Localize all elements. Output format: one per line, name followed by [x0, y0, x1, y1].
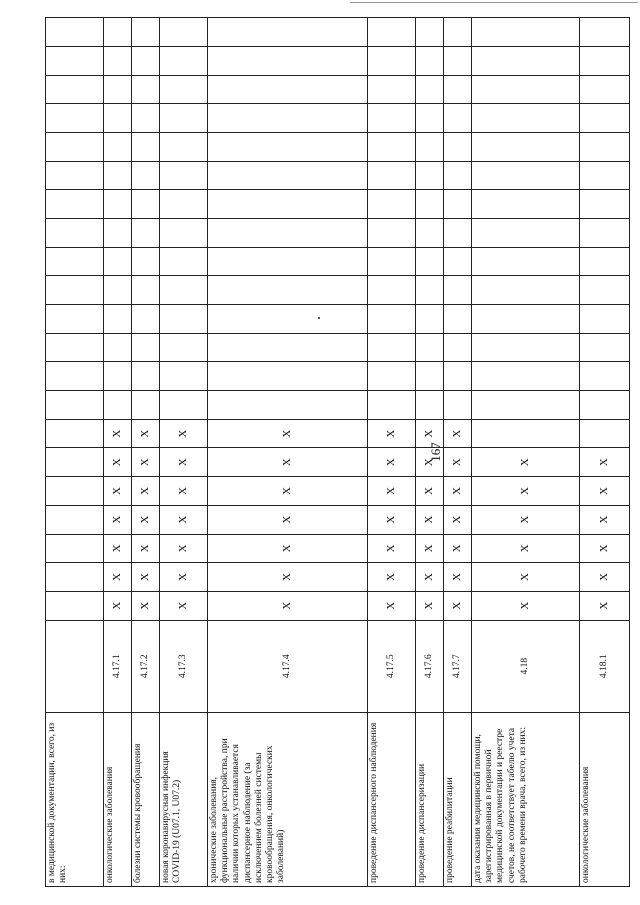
row-code: 4.17.6 [416, 620, 444, 712]
row-label: онкологические заболевания [104, 712, 132, 886]
empty-cell [580, 305, 630, 334]
cross-mark: X [160, 563, 208, 592]
empty-cell [416, 104, 444, 133]
empty-cell [416, 247, 444, 276]
empty-cell [46, 18, 104, 47]
empty-cell [472, 276, 580, 305]
empty-cell [472, 362, 580, 391]
empty-cell [444, 190, 472, 219]
empty-cell [416, 362, 444, 391]
cross-mark: X [160, 505, 208, 534]
empty-cell [46, 505, 104, 534]
empty-cell [132, 218, 160, 247]
empty-cell [208, 276, 368, 305]
row-label: проведение реабилитации [444, 712, 472, 886]
empty-cell [368, 305, 416, 334]
empty-cell [132, 333, 160, 362]
empty-cell [208, 46, 368, 75]
row-code: 4.18.1 [580, 620, 630, 712]
empty-cell [368, 362, 416, 391]
cross-mark: X [472, 534, 580, 563]
empty-cell [160, 305, 208, 334]
empty-cell [160, 104, 208, 133]
cross-mark: X [104, 419, 132, 448]
row-label: новая коронавирусная инфекция COVID-19 (U07.1, U07.2) [160, 712, 208, 886]
empty-cell [472, 104, 580, 133]
empty-cell [104, 247, 132, 276]
cross-mark: X [368, 448, 416, 477]
empty-cell [104, 75, 132, 104]
cross-mark: X [160, 448, 208, 477]
empty-cell [416, 190, 444, 219]
cross-mark: X [104, 563, 132, 592]
empty-cell [132, 75, 160, 104]
empty-cell [104, 362, 132, 391]
table-row [160, 18, 208, 887]
empty-cell [132, 362, 160, 391]
empty-cell [472, 161, 580, 190]
empty-cell [444, 362, 472, 391]
row-label: хронические заболевания, функциональные расстройства, при наличии которых устанавливается диспансерное наблюдение (за исключением болезней системы кровообращения, онкологических заболеваний) [208, 712, 368, 886]
empty-cell [160, 333, 208, 362]
empty-cell [416, 132, 444, 161]
empty-cell [444, 161, 472, 190]
empty-cell [208, 132, 368, 161]
empty-cell [208, 305, 368, 334]
empty-cell [368, 132, 416, 161]
empty-cell [132, 132, 160, 161]
cross-mark: X [208, 563, 368, 592]
empty-cell [580, 276, 630, 305]
cross-mark: X [472, 505, 580, 534]
empty-cell [104, 391, 132, 420]
empty-cell [444, 391, 472, 420]
row-code: 4.17.5 [368, 620, 416, 712]
cross-mark: X [208, 419, 368, 448]
empty-cell [160, 218, 208, 247]
empty-cell [160, 190, 208, 219]
empty-cell [208, 391, 368, 420]
cross-mark: X [104, 477, 132, 506]
row-code [46, 620, 104, 712]
empty-cell [580, 362, 630, 391]
cross-mark: X [368, 591, 416, 620]
empty-cell [208, 161, 368, 190]
row-code: 4.17.7 [444, 620, 472, 712]
cross-mark: X [416, 591, 444, 620]
empty-cell [46, 563, 104, 592]
empty-cell [416, 305, 444, 334]
empty-cell [160, 18, 208, 47]
cross-mark: X [416, 505, 444, 534]
page-number: 167 [428, 442, 443, 462]
row-code: 4.17.4 [208, 620, 368, 712]
empty-cell [416, 18, 444, 47]
empty-cell [160, 132, 208, 161]
empty-cell [472, 18, 580, 47]
cross-mark: X [472, 448, 580, 477]
empty-cell [104, 305, 132, 334]
empty-cell [104, 18, 132, 47]
empty-cell [46, 534, 104, 563]
empty-cell [368, 75, 416, 104]
empty-cell [46, 132, 104, 161]
row-code: 4.17.3 [160, 620, 208, 712]
empty-cell [132, 305, 160, 334]
empty-cell [104, 218, 132, 247]
empty-cell [580, 161, 630, 190]
empty-cell [208, 104, 368, 133]
empty-cell [472, 132, 580, 161]
empty-cell [580, 190, 630, 219]
empty-cell [580, 104, 630, 133]
empty-cell [472, 419, 580, 448]
scan-edge-line [350, 2, 638, 3]
empty-cell [444, 18, 472, 47]
cross-mark: X [208, 448, 368, 477]
empty-cell [208, 18, 368, 47]
cross-mark: X [132, 477, 160, 506]
empty-cell [104, 333, 132, 362]
empty-cell [472, 46, 580, 75]
empty-cell [46, 247, 104, 276]
empty-cell [580, 18, 630, 47]
empty-cell [104, 161, 132, 190]
empty-cell [444, 276, 472, 305]
cross-mark: X [444, 563, 472, 592]
table-row [132, 18, 160, 887]
empty-cell [444, 333, 472, 362]
empty-cell [580, 419, 630, 448]
table-row [104, 18, 132, 887]
empty-cell [132, 247, 160, 276]
empty-cell [46, 305, 104, 334]
empty-cell [208, 75, 368, 104]
table-row [444, 18, 472, 887]
table-row [416, 18, 444, 887]
empty-cell [472, 333, 580, 362]
cross-mark: X [444, 419, 472, 448]
empty-cell [472, 391, 580, 420]
table-row [580, 18, 630, 887]
empty-cell [132, 391, 160, 420]
empty-cell [46, 362, 104, 391]
cross-mark: X [368, 563, 416, 592]
empty-cell [160, 276, 208, 305]
cross-mark: X [132, 563, 160, 592]
cross-mark: X [132, 448, 160, 477]
empty-cell [580, 391, 630, 420]
cross-mark: X [444, 534, 472, 563]
cross-mark: X [132, 505, 160, 534]
cross-mark: X [472, 563, 580, 592]
cross-mark: X [580, 563, 630, 592]
table-row [472, 18, 580, 887]
cross-mark: X [580, 534, 630, 563]
empty-cell [444, 132, 472, 161]
cross-mark: X [444, 448, 472, 477]
cross-mark: X [160, 477, 208, 506]
empty-cell [160, 391, 208, 420]
empty-cell [46, 333, 104, 362]
empty-cell [444, 218, 472, 247]
cross-mark: X [208, 505, 368, 534]
row-label: болезни системы кровообращения [132, 712, 160, 886]
empty-cell [160, 75, 208, 104]
empty-cell [472, 75, 580, 104]
empty-cell [444, 104, 472, 133]
empty-cell [580, 75, 630, 104]
cross-mark: X [472, 477, 580, 506]
empty-cell [472, 218, 580, 247]
table-row [368, 18, 416, 887]
empty-cell [132, 276, 160, 305]
empty-cell [104, 46, 132, 75]
cross-mark: X [580, 591, 630, 620]
cross-mark: X [160, 534, 208, 563]
cross-mark: X [208, 534, 368, 563]
cross-mark: X [368, 505, 416, 534]
cross-mark: X [580, 448, 630, 477]
empty-cell [132, 161, 160, 190]
empty-cell [416, 161, 444, 190]
empty-cell [208, 247, 368, 276]
cross-mark: X [580, 477, 630, 506]
empty-cell [132, 190, 160, 219]
cross-mark: X [104, 591, 132, 620]
cross-mark: X [208, 477, 368, 506]
empty-cell [368, 333, 416, 362]
empty-cell [416, 391, 444, 420]
empty-cell [368, 391, 416, 420]
empty-cell [416, 75, 444, 104]
row-code: 4.17.2 [132, 620, 160, 712]
cross-mark: X [368, 534, 416, 563]
empty-cell [368, 161, 416, 190]
data-table [45, 17, 630, 887]
empty-cell [104, 190, 132, 219]
empty-cell [46, 448, 104, 477]
table-frame [45, 17, 630, 887]
empty-cell [368, 190, 416, 219]
cross-mark: X [444, 591, 472, 620]
row-label: проведение диспансерного наблюдения [368, 712, 416, 886]
cross-mark: X [444, 477, 472, 506]
cross-mark: X [160, 419, 208, 448]
empty-cell [46, 75, 104, 104]
empty-cell [416, 276, 444, 305]
cross-mark: X [104, 505, 132, 534]
cross-mark: X [160, 591, 208, 620]
cross-mark: X [444, 505, 472, 534]
cross-mark: X [368, 419, 416, 448]
empty-cell [104, 104, 132, 133]
cross-mark: X [416, 534, 444, 563]
cross-mark: X [580, 505, 630, 534]
empty-cell [208, 190, 368, 219]
empty-cell [368, 46, 416, 75]
empty-cell [160, 161, 208, 190]
cross-mark: X [368, 477, 416, 506]
empty-cell [46, 46, 104, 75]
empty-cell [208, 333, 368, 362]
cross-mark: X [416, 563, 444, 592]
empty-cell [132, 18, 160, 47]
empty-cell [208, 218, 368, 247]
empty-cell [444, 46, 472, 75]
empty-cell [472, 247, 580, 276]
empty-cell [444, 75, 472, 104]
empty-cell [580, 218, 630, 247]
empty-cell [132, 46, 160, 75]
cross-mark: X [132, 419, 160, 448]
table-body [46, 18, 630, 887]
empty-cell [444, 305, 472, 334]
empty-cell [416, 218, 444, 247]
empty-cell [46, 218, 104, 247]
empty-cell [580, 132, 630, 161]
row-label: проведение диспансеризации [416, 712, 444, 886]
cross-mark: X [416, 448, 444, 477]
empty-cell [580, 247, 630, 276]
table-row [208, 18, 368, 887]
cross-mark: X [416, 419, 444, 448]
cross-mark: X [472, 591, 580, 620]
empty-cell [46, 477, 104, 506]
cross-mark: X [104, 534, 132, 563]
row-code: 4.17.1 [104, 620, 132, 712]
empty-cell [160, 362, 208, 391]
empty-cell [46, 591, 104, 620]
empty-cell [46, 391, 104, 420]
empty-cell [46, 276, 104, 305]
cross-mark: X [132, 534, 160, 563]
empty-cell [472, 305, 580, 334]
empty-cell [132, 104, 160, 133]
empty-cell [580, 46, 630, 75]
empty-cell [46, 104, 104, 133]
empty-cell [160, 247, 208, 276]
empty-cell [472, 190, 580, 219]
row-label: в медицинской документации, всего, из них: [46, 712, 104, 886]
row-code: 4.18 [472, 620, 580, 712]
empty-cell [208, 362, 368, 391]
cross-mark: X [104, 448, 132, 477]
empty-cell [580, 333, 630, 362]
cross-mark: X [208, 591, 368, 620]
row-label: дата оказания медицинской помощи, зарегистрированная в первичной медицинской документации и реестре счетов, не соответствует табелю учета рабочего времени врача, всего, из них: [472, 712, 580, 886]
empty-cell [368, 218, 416, 247]
empty-cell [416, 333, 444, 362]
empty-cell [160, 46, 208, 75]
cross-mark: X [132, 591, 160, 620]
rotated-table-wrapper [45, 17, 630, 887]
empty-cell [368, 276, 416, 305]
cross-mark: X [416, 477, 444, 506]
row-label: онкологические заболевания [580, 712, 630, 886]
empty-cell [104, 276, 132, 305]
empty-cell [368, 18, 416, 47]
empty-cell [416, 46, 444, 75]
table-row [46, 18, 104, 887]
empty-cell [368, 104, 416, 133]
empty-cell [46, 161, 104, 190]
empty-cell [104, 132, 132, 161]
empty-cell [46, 419, 104, 448]
empty-cell [46, 190, 104, 219]
empty-cell [444, 247, 472, 276]
empty-cell [368, 247, 416, 276]
